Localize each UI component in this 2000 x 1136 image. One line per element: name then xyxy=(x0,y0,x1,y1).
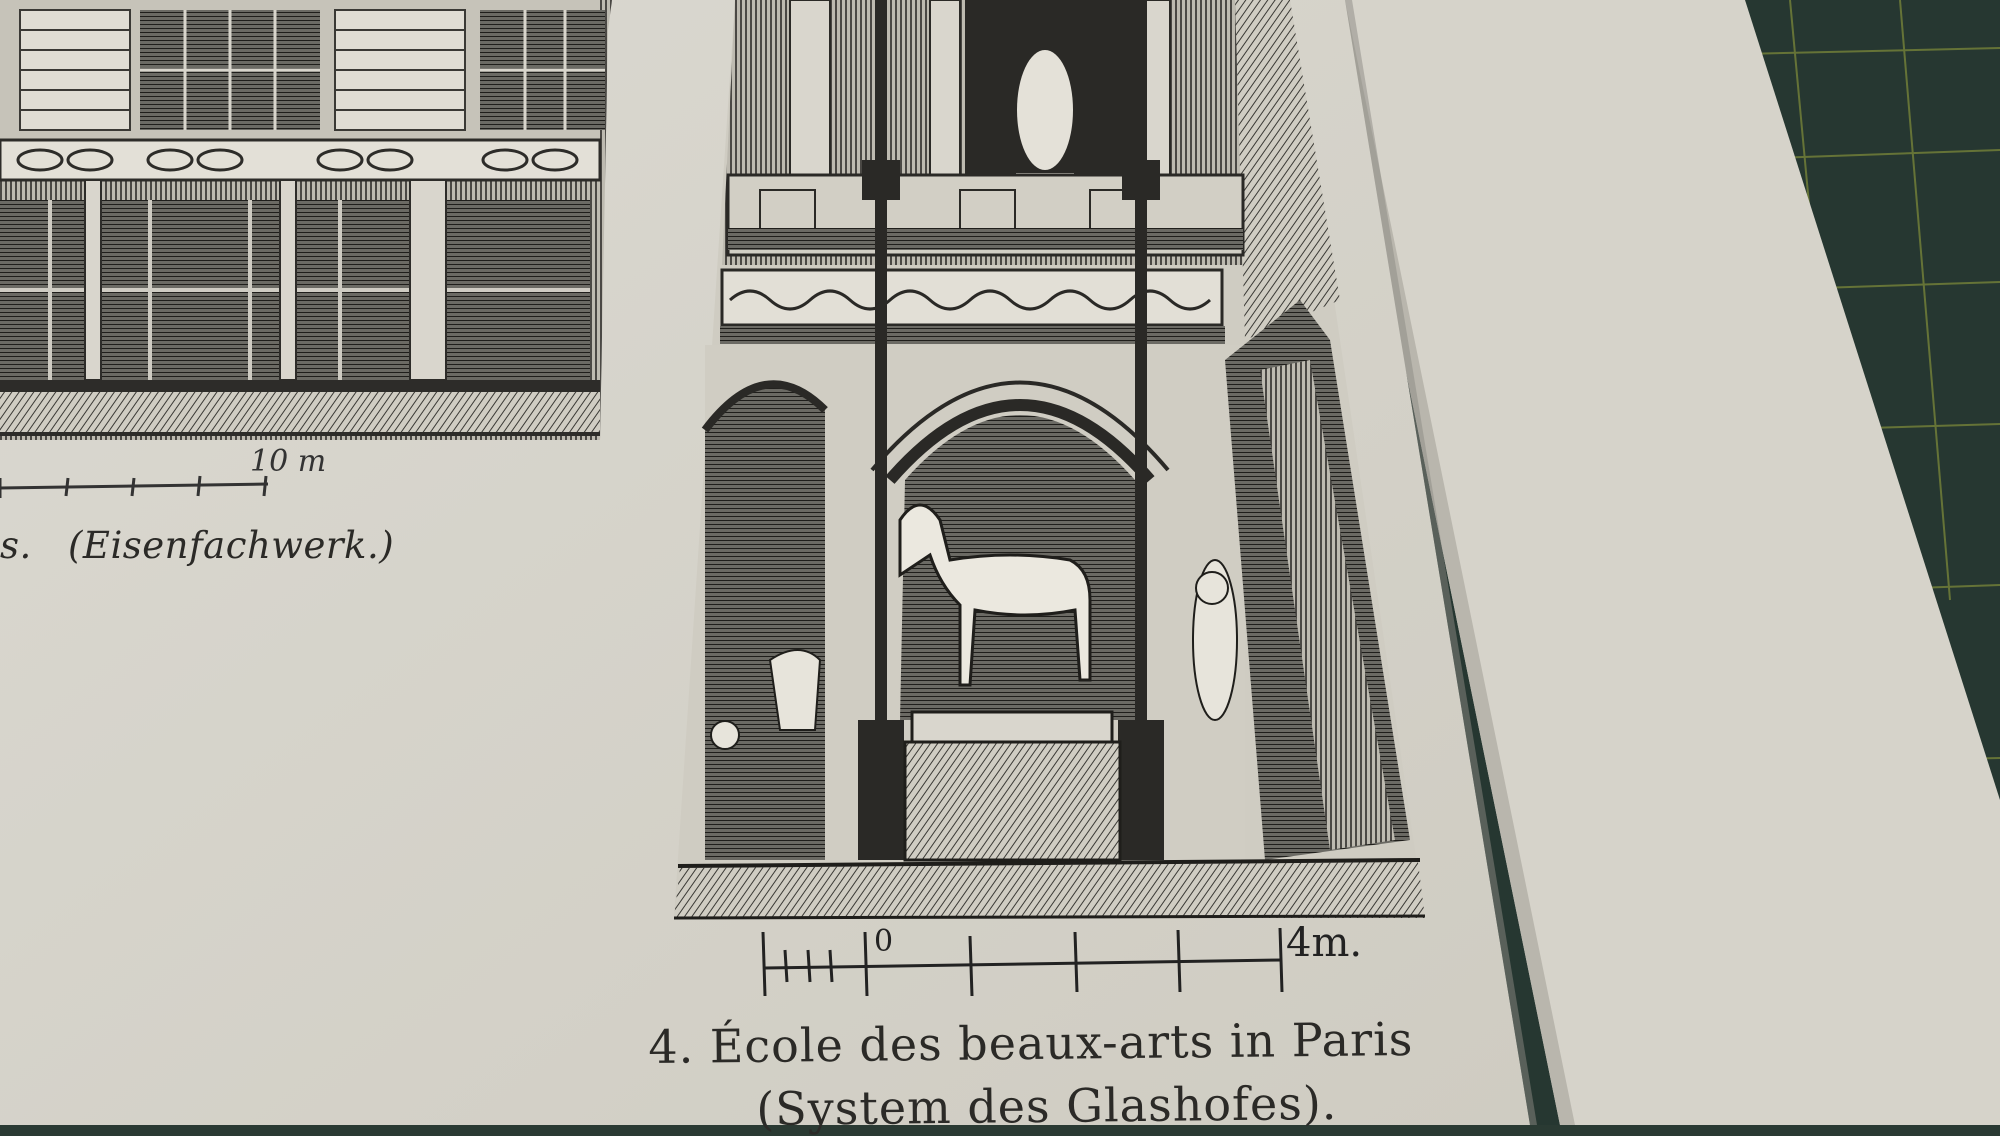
figure-caption-subtitle: (System des Glashofes). xyxy=(756,1075,1338,1136)
right-scale-zero: 0 xyxy=(874,924,894,959)
left-scale-label: 10 m xyxy=(250,444,327,479)
ecole-beaux-arts-engraving xyxy=(674,0,1425,918)
left-caption-fragment: s. xyxy=(0,524,32,567)
figure-caption-title: 4. École des beaux-arts in Paris xyxy=(648,1011,1414,1074)
left-caption-text: (Eisenfachwerk.) xyxy=(68,524,395,567)
right-scale-bar xyxy=(763,928,1282,996)
left-caption xyxy=(0,524,395,567)
left-scale-bar xyxy=(0,476,268,498)
left-facade-engraving xyxy=(0,0,612,440)
right-scale-label: 4m. xyxy=(1286,920,1363,966)
